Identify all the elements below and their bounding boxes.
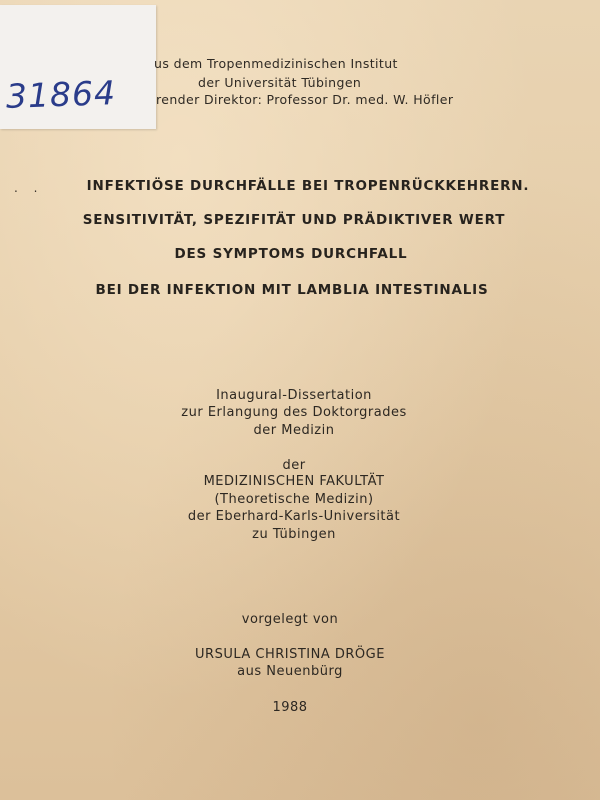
faculty-line-1: der bbox=[282, 458, 306, 473]
title-line-4: BEI DER INFEKTION MIT LAMBLIA INTESTINALIS bbox=[95, 282, 489, 298]
sticker-number: 31864 bbox=[5, 73, 117, 116]
institution-line-3: render Direktor: Professor Dr. med. W. Höfler bbox=[156, 92, 454, 107]
title-line-3: DES SYMPTOMS DURCHFALL bbox=[174, 246, 408, 262]
faculty-division: (Theoretische Medizin) bbox=[214, 492, 374, 507]
institution-line-1: us dem Tropenmedizinischen Institut bbox=[154, 56, 398, 71]
library-sticker bbox=[0, 5, 156, 129]
institution-line-2: der Universität Tübingen bbox=[198, 75, 362, 90]
title-lead-marks: . . bbox=[14, 181, 44, 195]
dissertation-purpose: zur Erlangung des Doktorgrades bbox=[181, 405, 407, 420]
dissertation-type: Inaugural-Dissertation bbox=[216, 388, 372, 403]
title-line-1: INFEKTIÖSE DURCHFÄLLE BEI TROPENRÜCKKEHRERN. bbox=[86, 178, 530, 194]
faculty-name: MEDIZINISCHEN FAKULTÄT bbox=[203, 474, 385, 489]
title-line-2: SENSITIVITÄT, SPEZIFITÄT UND PRÄDIKTIVER WERT bbox=[82, 212, 506, 228]
dissertation-field: der Medizin bbox=[253, 423, 335, 438]
author-origin: aus Neuenbürg bbox=[237, 664, 343, 679]
university-city: zu Tübingen bbox=[252, 527, 336, 542]
author-name: URSULA CHRISTINA DRÖGE bbox=[195, 647, 385, 662]
publication-year: 1988 bbox=[272, 700, 308, 715]
university-name: der Eberhard-Karls-Universität bbox=[187, 509, 401, 524]
presented-by-label: vorgelegt von bbox=[241, 612, 339, 627]
